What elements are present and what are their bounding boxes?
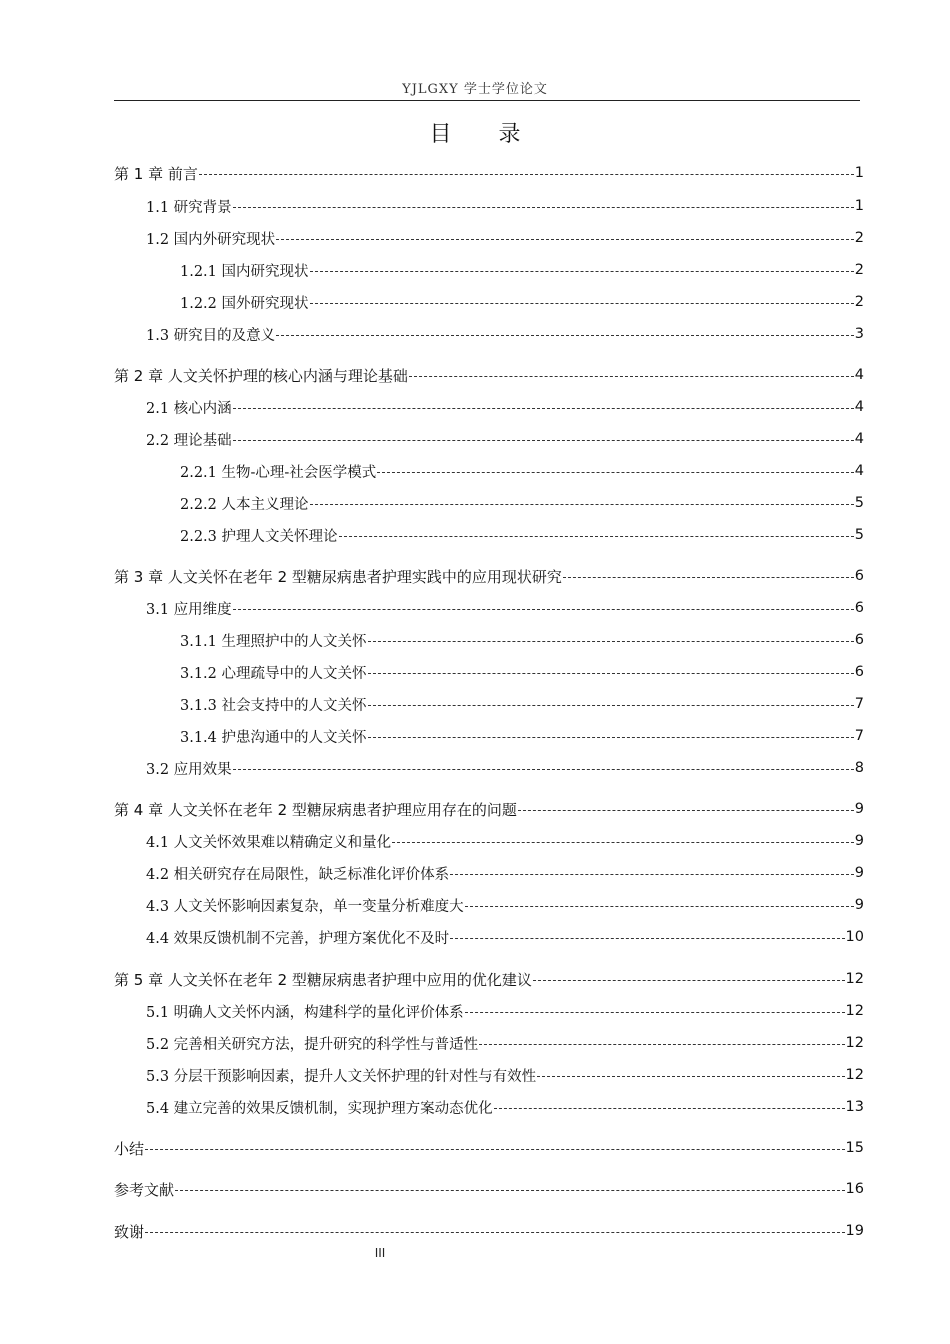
toc-entry[interactable] (146, 894, 864, 916)
toc-entry[interactable] (114, 364, 864, 386)
toc-entry[interactable] (146, 830, 864, 852)
toc-entry[interactable] (146, 757, 864, 779)
toc-dot-leader (533, 980, 845, 981)
toc-dot-leader (199, 174, 854, 175)
toc-entry-label: 1.2.2 国外研究现状 (180, 295, 309, 312)
toc-dot-leader (233, 408, 854, 409)
toc-entry-page: 6 (854, 632, 864, 648)
toc-entry[interactable] (180, 693, 864, 715)
toc-entry-label: 小结 (114, 1139, 145, 1158)
toc-entry[interactable] (180, 492, 864, 514)
toc-entry-page: 9 (854, 801, 864, 817)
toc-entry-label: 4.2 相关研究存在局限性，缺乏标准化评价体系 (146, 866, 450, 883)
toc-entry[interactable] (180, 725, 864, 747)
toc-dot-leader (392, 842, 854, 843)
toc-entry-page: 4 (854, 367, 864, 383)
toc-entry[interactable] (114, 1137, 864, 1159)
toc-entry[interactable] (180, 291, 864, 313)
toc-entry-label: 2.2.2 人本主义理论 (180, 496, 309, 513)
toc-entry-page: 13 (845, 1099, 864, 1115)
toc-entry-page: 4 (854, 399, 864, 415)
toc-dot-leader (339, 536, 854, 537)
toc-entry[interactable] (146, 1000, 864, 1022)
toc-dot-leader (233, 769, 854, 770)
toc-entry-page: 7 (854, 728, 864, 744)
toc-entry-page: 16 (845, 1181, 864, 1197)
toc-dot-leader (276, 239, 854, 240)
toc-entry-label: 2.2.3 护理人文关怀理论 (180, 528, 338, 545)
toc-entry-page: 9 (854, 865, 864, 881)
toc-entry-label: 2.2 理论基础 (146, 432, 232, 449)
toc-entry-label: 3.1.3 社会支持中的人文关怀 (180, 697, 367, 714)
toc-entry[interactable] (114, 798, 864, 820)
toc-dot-leader (494, 1108, 845, 1109)
toc-entry[interactable] (180, 460, 864, 482)
toc-entry-page: 10 (845, 929, 864, 945)
toc-entry[interactable] (180, 661, 864, 683)
toc-dot-leader (233, 207, 854, 208)
toc-entry-label: 4.3 人文关怀影响因素复杂，单一变量分析难度大 (146, 898, 464, 915)
toc-entry-label: 4.4 效果反馈机制不完善，护理方案优化不及时 (146, 930, 450, 947)
toc-dot-leader (377, 472, 853, 473)
toc-entry-label: 2.2.1 生物-心理-社会医学模式 (180, 464, 377, 481)
toc-entry[interactable] (146, 1064, 864, 1086)
toc-entry-page: 6 (854, 600, 864, 616)
toc-entry-label: 第 3 章 人文关怀在老年 2 型糖尿病患者护理实践中的应用现状研究 (114, 567, 562, 586)
toc-dot-leader (368, 705, 854, 706)
toc-dot-leader (368, 737, 854, 738)
toc-entry-label: 3.1 应用维度 (146, 601, 232, 618)
toc-entry-label: 第 1 章 前言 (114, 164, 198, 183)
toc-entry[interactable] (146, 1096, 864, 1118)
toc-dot-leader (233, 440, 854, 441)
toc-entry[interactable] (146, 396, 864, 418)
toc-entry-page: 7 (854, 696, 864, 712)
toc-entry[interactable] (146, 428, 864, 450)
toc-entry[interactable] (180, 259, 864, 281)
toc-dot-leader (465, 1012, 845, 1013)
toc-entry-page: 2 (854, 262, 864, 278)
toc-entry-page: 5 (854, 527, 864, 543)
toc-dot-leader (563, 577, 854, 578)
toc-entry-page: 5 (854, 495, 864, 511)
toc-dot-leader (276, 335, 854, 336)
toc-entry[interactable] (146, 862, 864, 884)
toc-entry-label: 1.2.1 国内研究现状 (180, 263, 309, 280)
toc-entry-label: 5.4 建立完善的效果反馈机制，实现护理方案动态优化 (146, 1100, 493, 1117)
toc-dot-leader (537, 1076, 844, 1077)
toc-entry-page: 6 (854, 664, 864, 680)
toc-entry-label: 1.3 研究目的及意义 (146, 327, 276, 344)
toc-entry[interactable] (114, 162, 864, 184)
toc-entry[interactable] (146, 227, 864, 249)
toc-entry-label: 3.1.1 生理照护中的人文关怀 (180, 633, 367, 650)
toc-entry-label: 参考文献 (114, 1180, 175, 1199)
toc-entry-label: 3.1.4 护患沟通中的人文关怀 (180, 729, 367, 746)
toc-entry[interactable] (114, 968, 864, 990)
toc-entry-label: 1.2 国内外研究现状 (146, 231, 276, 248)
toc-entry[interactable] (146, 323, 864, 345)
toc-entry-page: 15 (845, 1140, 864, 1156)
toc-dot-leader (368, 641, 854, 642)
toc-entry-page: 12 (845, 1035, 864, 1051)
toc-entry-label: 3.1.2 心理疏导中的人文关怀 (180, 665, 367, 682)
page-title: 目 录 (429, 122, 541, 147)
toc-entry[interactable] (114, 565, 864, 587)
toc-dot-leader (233, 609, 854, 610)
toc-dot-leader (310, 504, 854, 505)
toc-entry[interactable] (180, 629, 864, 651)
toc-entry-label: 第 2 章 人文关怀护理的核心内涵与理论基础 (114, 366, 408, 385)
toc-entry-page: 6 (854, 568, 864, 584)
toc-entry[interactable] (146, 926, 864, 948)
toc-entry-page: 19 (845, 1223, 864, 1239)
toc-entry[interactable] (180, 524, 864, 546)
toc-entry-page: 8 (854, 760, 864, 776)
toc-dot-leader (368, 673, 854, 674)
toc-entry[interactable] (146, 195, 864, 217)
toc-entry-page: 12 (845, 1003, 864, 1019)
toc-entry-label: 第 5 章 人文关怀在老年 2 型糖尿病患者护理中应用的优化建议 (114, 970, 532, 989)
toc-entry-page: 9 (854, 833, 864, 849)
toc-entry-label: 2.1 核心内涵 (146, 400, 232, 417)
toc-dot-leader (145, 1232, 845, 1233)
toc-entry-page: 3 (854, 326, 864, 342)
toc-entry[interactable] (146, 1032, 864, 1054)
toc-entry-page: 12 (845, 1067, 864, 1083)
toc-entry-label: 5.2 完善相关研究方法，提升研究的科学性与普适性 (146, 1036, 479, 1053)
toc-dot-leader (409, 376, 854, 377)
toc-dot-leader (479, 1044, 844, 1045)
toc-entry-label: 5.3 分层干预影响因素，提升人文关怀护理的针对性与有效性 (146, 1068, 537, 1085)
toc-entry-page: 2 (854, 294, 864, 310)
page-number-footer: III (374, 1246, 386, 1260)
toc-entry-label: 5.1 明确人文关怀内涵，构建科学的量化评价体系 (146, 1004, 464, 1021)
toc-dot-leader (465, 906, 854, 907)
toc-entry[interactable] (114, 1220, 864, 1242)
toc-entry[interactable] (114, 1178, 864, 1200)
toc-dot-leader (450, 874, 854, 875)
toc-entry-label: 第 4 章 人文关怀在老年 2 型糖尿病患者护理应用存在的问题 (114, 800, 517, 819)
toc-dot-leader (310, 303, 854, 304)
toc-entry-page: 1 (854, 165, 864, 181)
toc-entry-page: 1 (854, 198, 864, 214)
running-header: YJLGXY 学士学位论文 (402, 82, 548, 97)
toc-entry-label: 1.1 研究背景 (146, 199, 232, 216)
toc-entry-page: 9 (854, 897, 864, 913)
toc-dot-leader (450, 938, 844, 939)
toc-entry-page: 4 (854, 431, 864, 447)
toc-dot-leader (145, 1149, 845, 1150)
toc-entry-page: 12 (845, 971, 864, 987)
toc-dot-leader (175, 1190, 845, 1191)
toc-entry-label: 3.2 应用效果 (146, 761, 232, 778)
toc-entry-page: 4 (854, 463, 864, 479)
toc-entry-label: 致谢 (114, 1222, 145, 1241)
toc-entry[interactable] (146, 597, 864, 619)
toc-dot-leader (310, 271, 854, 272)
toc-entry-page: 2 (854, 230, 864, 246)
toc-entry-label: 4.1 人文关怀效果难以精确定义和量化 (146, 834, 392, 851)
toc-dot-leader (518, 810, 854, 811)
